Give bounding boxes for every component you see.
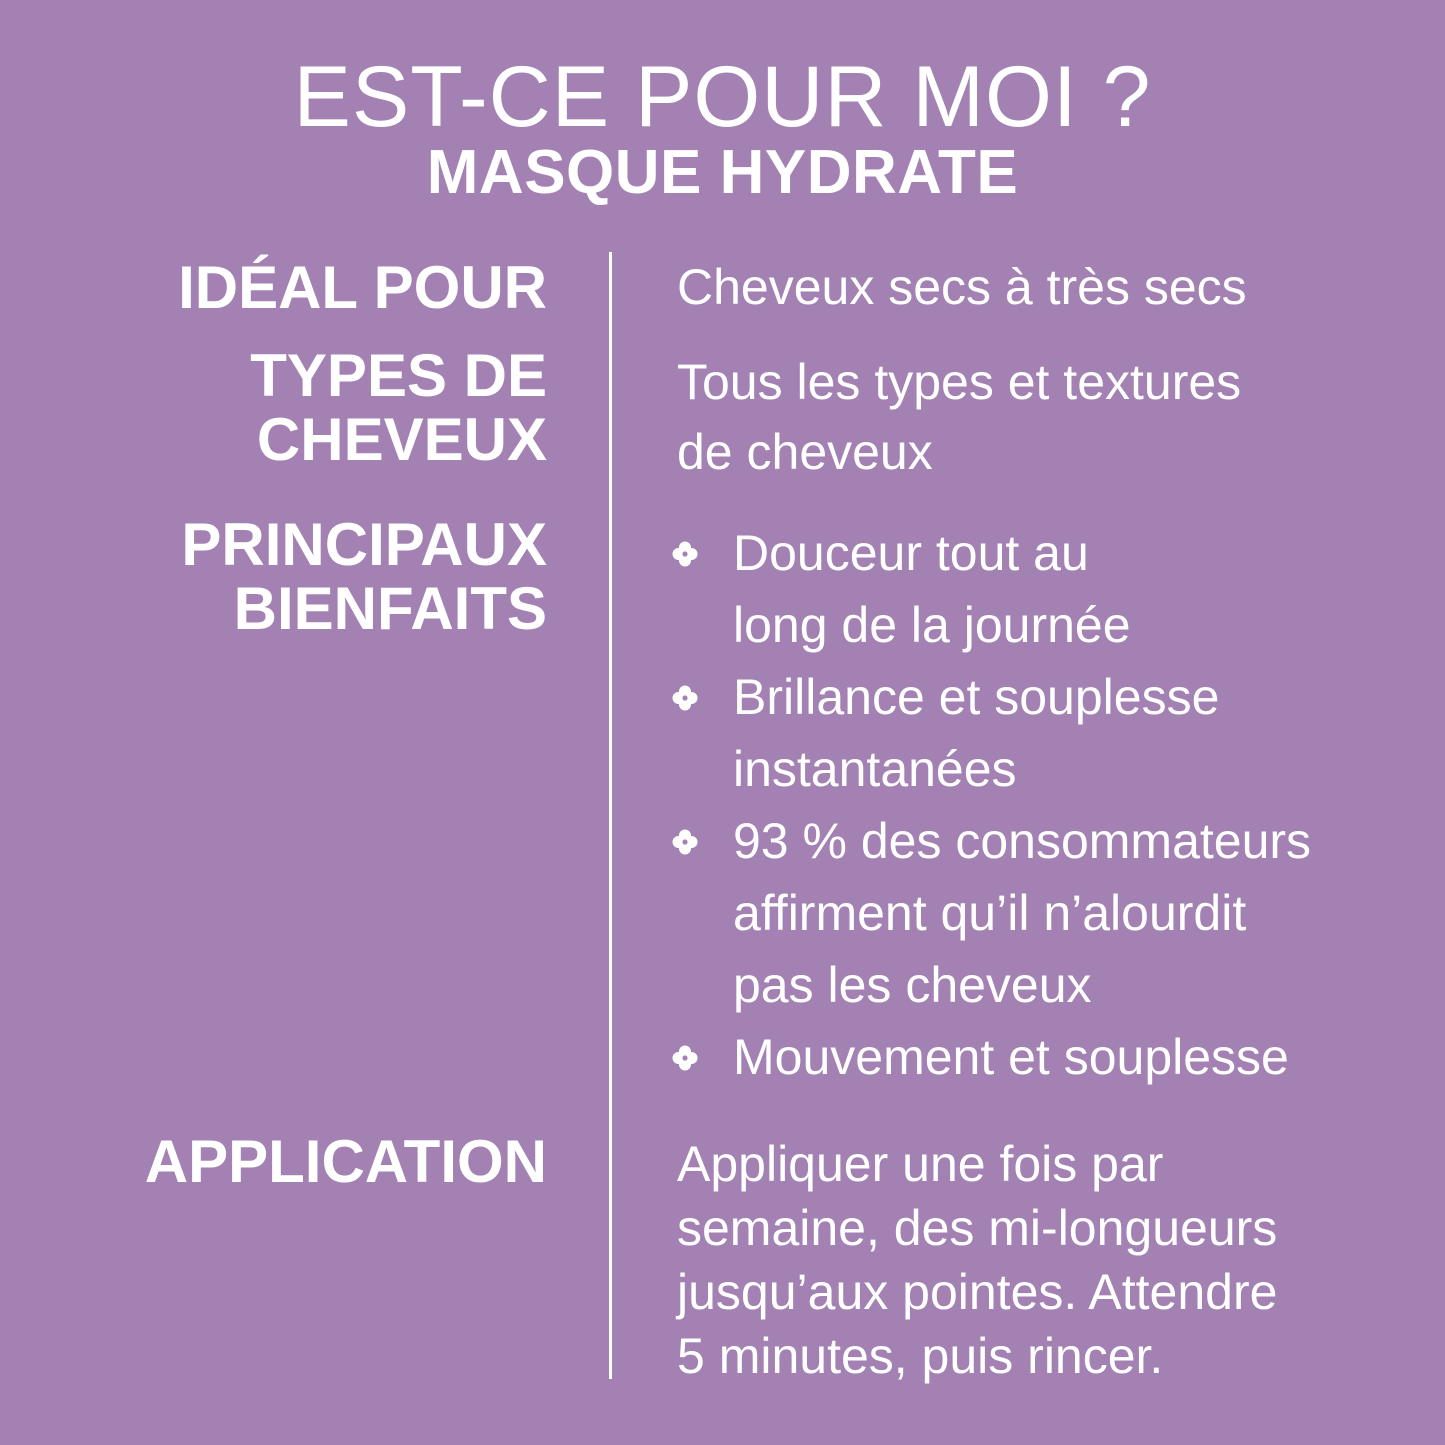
benefit-line: instantanées (733, 741, 1017, 797)
benefit-item (672, 517, 1311, 661)
application-value (677, 1132, 1277, 1388)
benefit-line: Mouvement et souplesse (733, 1029, 1289, 1085)
ideal-label: IDÉAL POUR (178, 254, 547, 321)
hair-types-label (250, 344, 547, 472)
hair-types-value-line: Tous les types et textures (677, 354, 1242, 410)
application-value-line: semaine, des mi-longueurs (677, 1200, 1278, 1256)
flower-bullet-icon (672, 541, 698, 567)
benefits-list (672, 517, 1311, 1093)
benefits-label (181, 513, 547, 641)
application-value-line: jusqu’aux pointes. Attendre (677, 1264, 1278, 1320)
application-label: APPLICATION (144, 1128, 547, 1195)
column-divider (609, 252, 612, 1379)
product-name: MASQUE HYDRATE (426, 138, 1019, 207)
hair-types-label-line: TYPES DE (250, 342, 547, 409)
benefits-label-line: PRINCIPAUX (181, 511, 547, 578)
page-title: EST-CE POUR MOI ? (293, 49, 1152, 145)
flower-bullet-icon (672, 1045, 698, 1071)
benefit-line: Brillance et souplesse (733, 669, 1220, 725)
flower-bullet-icon (672, 829, 698, 855)
benefit-line: Douceur tout au (733, 525, 1089, 581)
ideal-value: Cheveux secs à très secs (677, 259, 1247, 315)
benefit-line: long de la journée (733, 597, 1131, 653)
benefits-label-line: BIENFAITS (233, 575, 547, 642)
application-value-line: 5 minutes, puis rincer. (677, 1328, 1164, 1384)
benefit-item (672, 805, 1311, 1021)
benefit-line: affirment qu’il n’alourdit (733, 885, 1247, 941)
benefit-line: pas les cheveux (733, 957, 1092, 1013)
hair-types-label-line: CHEVEUX (256, 406, 547, 473)
application-value-line: Appliquer une fois par (677, 1136, 1164, 1192)
benefit-item (672, 1021, 1311, 1093)
hair-types-value (677, 347, 1241, 487)
flower-bullet-icon (672, 685, 698, 711)
hair-types-value-line: de cheveux (677, 424, 933, 480)
benefit-line: 93 % des consommateurs (733, 813, 1312, 869)
benefit-item (672, 661, 1311, 805)
